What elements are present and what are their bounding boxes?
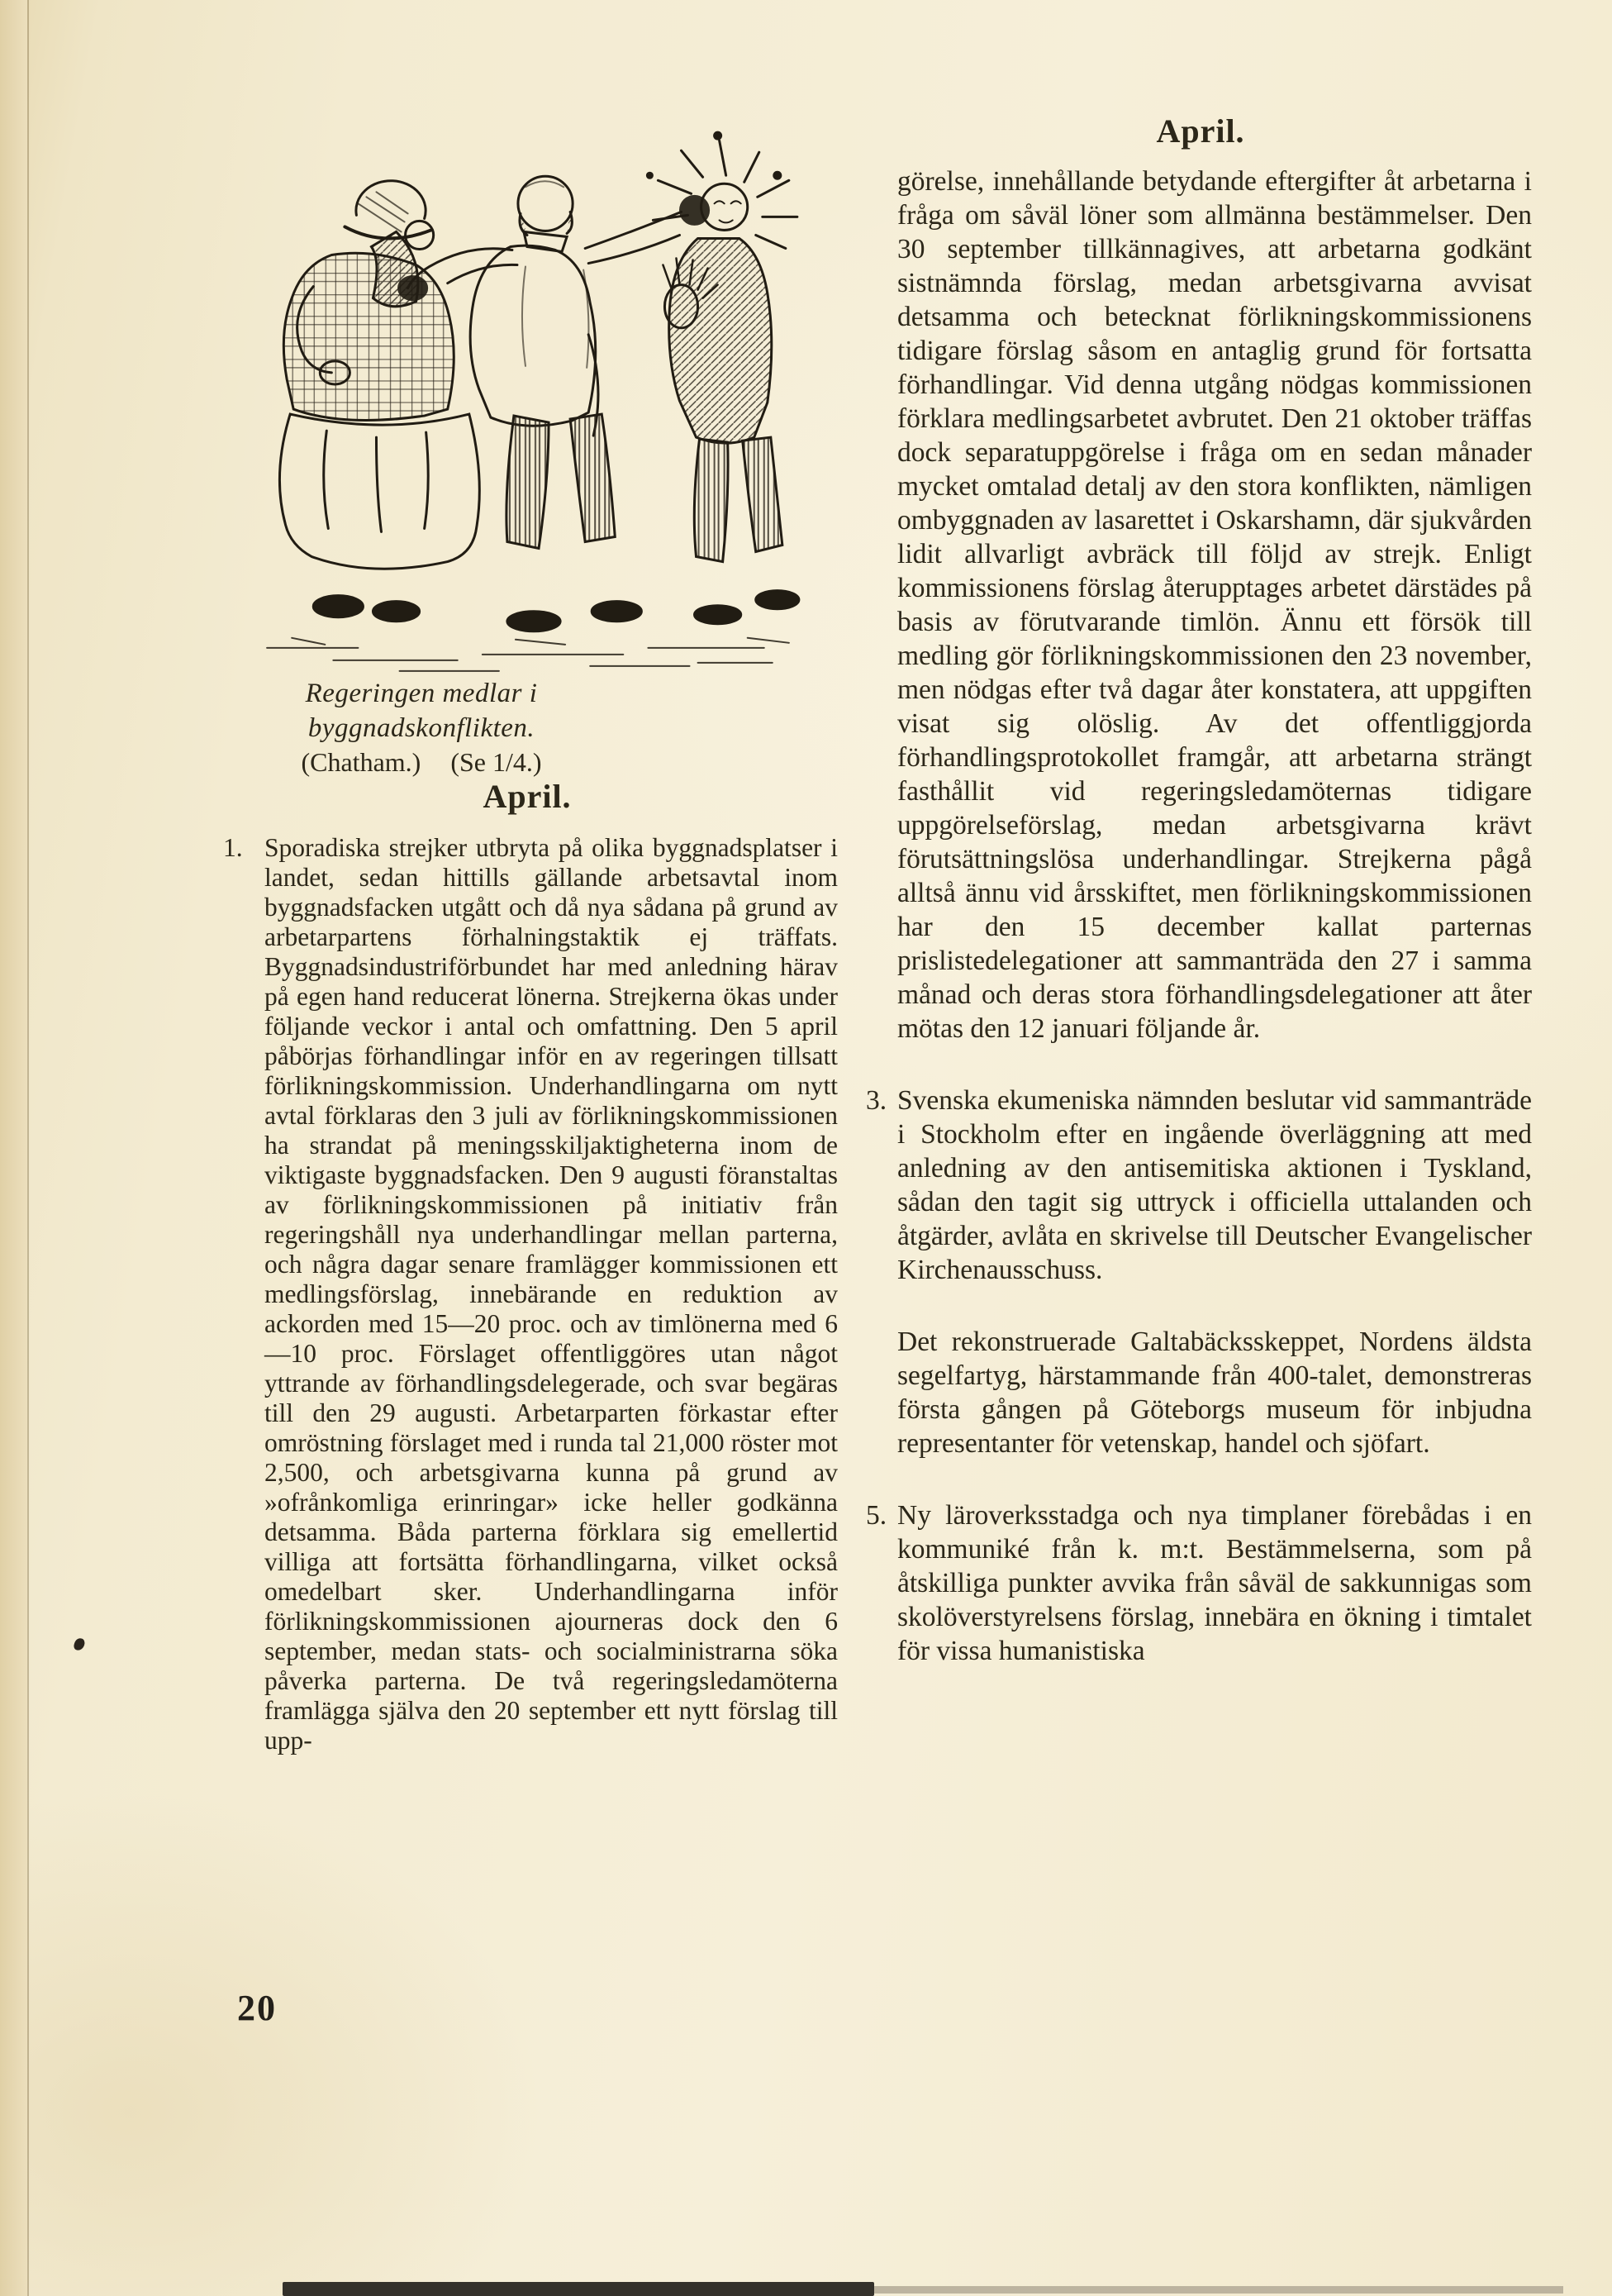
entry-text: Det rekonstruerade Galtabäcksskeppet, Nordens äldsta segelfartyg, härstammande från 400-talet, demonstreras första gången på Göteborgs museum för inbjudna representanter för vetenskap, handel och sjöfart. <box>897 1327 1532 1459</box>
chronicle-entry-continuation <box>869 164 1532 1046</box>
ink-speck <box>73 1637 86 1652</box>
scan-edge-line <box>27 0 29 2296</box>
page-number: 20 <box>237 1988 277 2028</box>
chronicle-entry-1 <box>216 833 838 1755</box>
entry-text: Ny läroverksstadga och nya timplaner förebådas i en kommuniké från k. m:t. Bestämmelserna, som på åtskilliga punkter avvika från såväl de sakkunnigas som skolöverstyrelsens förslag, innebära en ökning i timtalet för vissa humanistiska <box>897 1500 1532 1666</box>
caption-reference: (Se 1/4.) <box>450 747 542 777</box>
entry-text: görelse, innehållande betydande eftergifter åt arbetarna i fråga om såväl löner som allmänna bestämmelser. Den 30 september tillkännagives, att arbetarna godkänt sistnämnda förslag, medan arbetsgivarna avvisat detsamma och betecknat förlikningskommissionens tidigare förslag såsom en antaglig grund för fortsatta förhandlingar. Vid denna utgång nödgas kommissionen förklara medlingsarbetet avbrutet. Den 21 oktober träffas dock separatuppgörelse i fråga om en sedan månader mycket omtalad detalj av den stora konflikten, nämligen ombyggnaden av lasarettet i Oskarshamn, där sjukvården lidit allvarligt avbräck till följd av strejk. Enligt kommissionens förslag återupptages arbetet därstädes på basis av förutvarande timlön. Ännu ett försök till medling gör förlikningskommissionen den 23 november, men nödgas efter två dagar åter konstatera, att uppgiften visat sig olöslig. Av det offentliggjorda förhandlingsprotokollet framgår, att arbetarna strängt fasthållit vid regeringsledamöternas tidigare uppgörelseförslag, medan arbetsgivarna krävt förutsättningslösa underhandlingar. Strejkerna pågå alltså ännu vid årsskiftet, men förlikningskommissionen har den 15 december kallat parternas prislistedelegationer att sammanträda den 27 i samma månad och deras stora förhandlingsdelegationer att åter mötas den 12 januari följande år. <box>897 166 1532 1044</box>
right-column <box>866 112 1532 1668</box>
scan-bottom-gray-band <box>874 2286 1563 2294</box>
left-column <box>216 778 838 1755</box>
ground-hatching <box>267 638 789 671</box>
entry-number: 3. <box>866 1085 887 1116</box>
entry-text: Svenska ekumeniska nämnden beslutar vid sammanträde i Stockholm efter en ingående överläggning att med anledning av den antisemitiska aktionen i Tyskland, sådan den tagit sig uttryck i officiella uttalanden och åtgärder, avlåta en skrivelse till Deutscher Evangelischer Kirchenausschuss. <box>897 1085 1532 1285</box>
right-column-heading: April. <box>1156 112 1245 150</box>
figure-worker-woman <box>279 181 479 622</box>
entry-text: Sporadiska strejker utbryta på olika byggnadsplatser i landet, sedan hittills gällande arbetsavtal inom byggnadsfacken utgått och då nya sådana på grund av arbetarpartens förhalningstaktik ej träffats. Byggnadsindustriförbundet har med anledning härav på egen hand reducerat lönerna. Strejkerna ökas under följande veckor i antal och omfattning. Den 5 april påbörjas förhandlingar inför en av regeringen tillsatt förlikningskommission. Underhandlingarna om nytt avtal förklaras den 3 juli av förlikningskommissionen ha strandat på meningsskiljaktigheterna inom de viktigaste byggnadsfacken. Den 9 augusti föranstaltas av förlikningskommissionen på initiativ från regeringshåll nya underhandlingar mellan parterna, och några dagar senare framlägger kommissionen ett medlingsförslag, innebärande en reduktion av ackorden med 15—20 proc. och av timlönerna med 6—10 proc. Förslaget offentliggöres utan något yttrande av förhandlingsdelegerade, och svar begäras till den 29 augusti. Arbetarparten förkastar efter omröstning förslaget med i runda tal 21,000 röster mot 2,500, och arbetsgivarna kunna på grund av »ofrånkomliga erinringar» icke heller godkänna detsamma. Båda parterna förklara sig emellertid villiga att fortsätta förhandlingarna, vilket också omedelbart sker. Underhandlingarna inför förlikningskommissionen ajourneras dock den 6 september, medan stats- och socialministrarna söka påverka parterna. De två regeringsledamöterna framlägga själva den 20 september ett nytt förslag till upp- <box>264 833 838 1755</box>
entry-number: 1. <box>223 833 243 862</box>
caption-credit-line <box>190 745 653 779</box>
figure-employer-man <box>647 132 799 624</box>
scan-edge-strip <box>0 0 27 2296</box>
cartoon-illustration <box>234 112 830 686</box>
chronicle-entry-unnumbered <box>869 1325 1532 1460</box>
caption-title: Regeringen medlar i byggnadskonflikten. <box>305 679 538 743</box>
left-column-heading: April. <box>483 778 572 815</box>
scan-bottom-dark-band <box>283 2282 874 2296</box>
illustration-caption <box>190 676 653 779</box>
chronicle-entry-5 <box>866 1498 1532 1668</box>
chronicle-entry-3 <box>866 1084 1532 1287</box>
entry-number: 5. <box>866 1500 887 1531</box>
caption-credit: (Chatham.) <box>301 747 421 777</box>
